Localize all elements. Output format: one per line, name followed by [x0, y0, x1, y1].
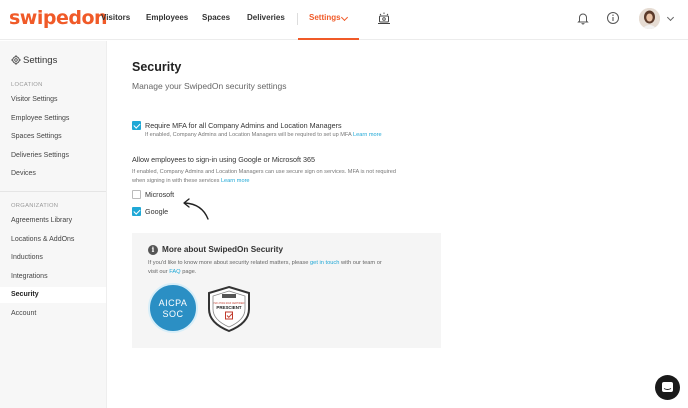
mfa-help-text: If enabled, Company Admins and Location Managers will be required to set up MFA Learn more	[145, 132, 382, 138]
google-label: Google	[145, 207, 169, 216]
mfa-checkbox[interactable]	[132, 121, 141, 130]
nav-visitors[interactable]: Visitors	[101, 13, 131, 22]
iso-certified-shield-badge	[205, 285, 253, 333]
annotation-arrow-icon	[180, 196, 212, 222]
top-navigation-bar	[0, 0, 688, 40]
info-panel-text: If you'd like to know more about security related matters, please get in touch with our team or visit our FAQ page.	[148, 260, 382, 275]
info-icon[interactable]	[606, 11, 620, 25]
sidebar-section-location: LOCATION	[11, 82, 43, 88]
user-avatar[interactable]	[639, 8, 660, 29]
sidebar-item-integrations[interactable]: Integrations	[11, 273, 48, 280]
chat-support-button[interactable]	[655, 375, 680, 400]
svg-text:PRESCIENT: PRESCIENT	[216, 305, 242, 310]
info-panel-title: More about SwipedOn Security	[162, 245, 284, 254]
sidebar-item-employee-settings[interactable]: Employee Settings	[11, 115, 70, 122]
sidebar-item-deliveries-settings[interactable]: Deliveries Settings	[11, 152, 69, 159]
gear-icon	[11, 55, 21, 65]
get-in-touch-link[interactable]: get in touch	[310, 260, 340, 266]
swipedon-logo[interactable]: swipedon	[9, 7, 108, 29]
sidebar-item-agreements-library[interactable]: Agreements Library	[11, 217, 73, 224]
kiosk-icon[interactable]	[377, 11, 391, 25]
sidebar-item-security[interactable]: Security	[0, 287, 106, 303]
sso-help-text: If enabled, Company Admins and Location Managers can use secure sign on services. MFA is not required when signing in with these services Learn more	[132, 169, 396, 184]
sso-learn-more-link[interactable]: Learn more	[220, 177, 250, 184]
svg-text:ISO 27001:2013 CERTIFIED: ISO 27001:2013 CERTIFIED	[213, 302, 245, 305]
page-subtitle: Manage your SwipedOn security settings	[132, 81, 287, 91]
microsoft-label: Microsoft	[145, 190, 175, 199]
sso-heading: Allow employees to sign-in using Google or Microsoft 365	[132, 155, 315, 164]
sidebar-title: Settings	[23, 55, 58, 66]
faq-link[interactable]: FAQ	[169, 268, 181, 275]
nav-employees[interactable]: Employees	[146, 13, 189, 22]
mfa-learn-more-link[interactable]: Learn more	[353, 132, 382, 138]
sidebar-item-spaces-settings[interactable]: Spaces Settings	[11, 133, 62, 140]
sidebar-section-organization: ORGANIZATION	[11, 203, 59, 209]
nav-divider	[297, 13, 298, 25]
sidebar-item-locations-addons[interactable]: Locations & AddOns	[11, 236, 75, 243]
settings-sidebar	[0, 41, 107, 408]
sidebar-item-inductions[interactable]: Inductions	[11, 254, 43, 261]
sidebar-item-visitor-settings[interactable]: Visitor Settings	[11, 96, 58, 103]
bell-icon[interactable]	[576, 11, 590, 25]
mfa-label: Require MFA for all Company Admins and Location Managers	[145, 121, 342, 130]
nav-spaces[interactable]: Spaces	[202, 13, 231, 22]
sidebar-divider	[0, 191, 106, 192]
nav-deliveries[interactable]: Deliveries	[247, 13, 285, 22]
info-circle-icon: i	[148, 245, 158, 255]
aicpa-soc-badge: AICPA SOC	[148, 283, 198, 333]
chevron-down-icon[interactable]	[341, 14, 348, 21]
sidebar-item-devices[interactable]: Devices	[11, 170, 36, 177]
chat-icon	[655, 375, 680, 400]
sidebar-item-account[interactable]: Account	[11, 310, 37, 317]
microsoft-checkbox[interactable]	[132, 190, 141, 199]
page-title: Security	[132, 60, 182, 74]
google-checkbox[interactable]	[132, 207, 141, 216]
nav-active-indicator	[298, 38, 359, 40]
chevron-down-icon[interactable]	[667, 14, 674, 21]
nav-settings[interactable]: Settings	[309, 13, 341, 22]
